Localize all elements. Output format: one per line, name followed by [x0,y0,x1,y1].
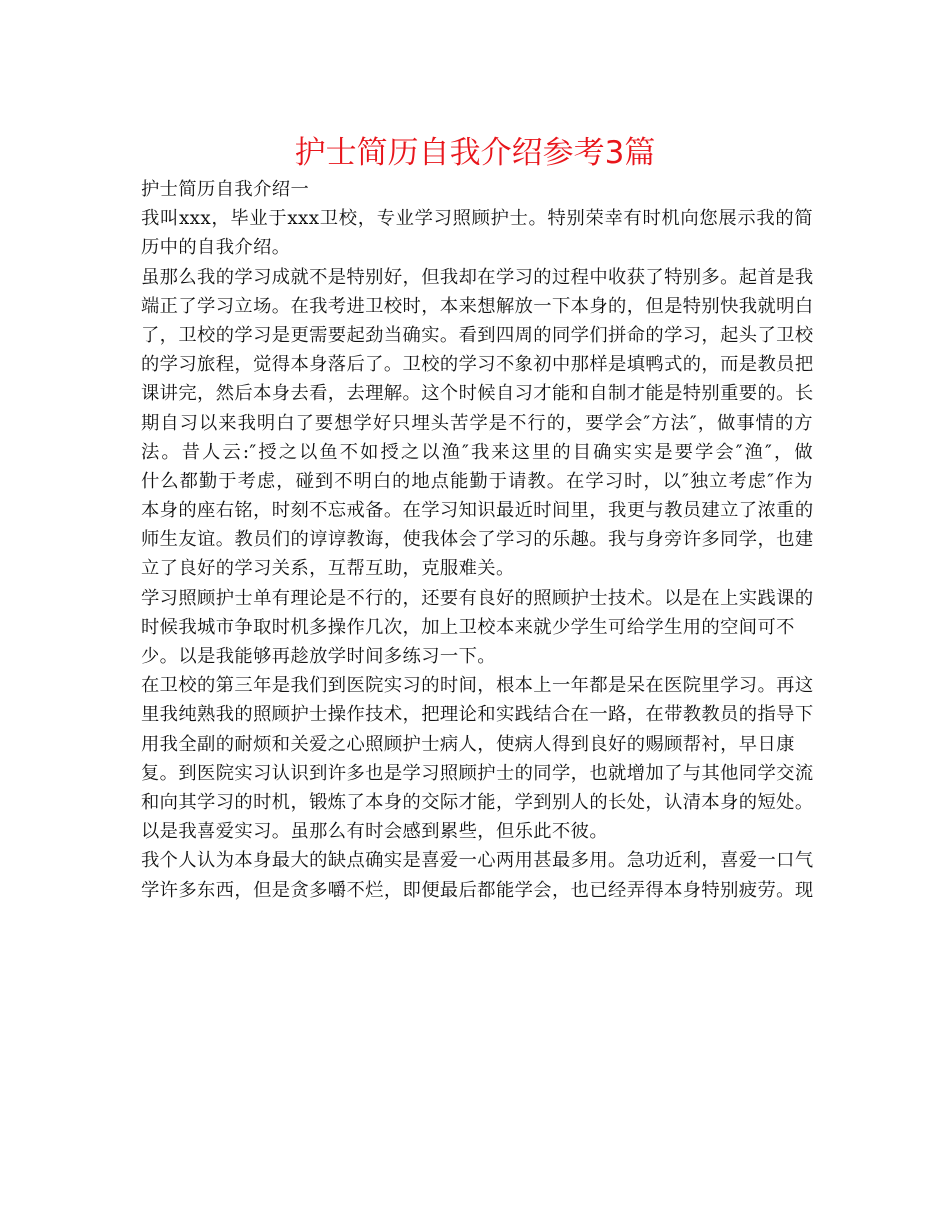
text-line: 以是我喜爱实习。虽那么有时会感到累些，但乐此不彼。 [141,821,609,843]
text-line: 复。到医院实习认识到许多也是学习照顾护士的同学，也就增加了与其他同学交流 [141,762,814,784]
text-line: 在卫校的第三年是我们到医院实习的时间，根本上一年都是呆在医院里学习。再这 [141,675,814,697]
text-line: 本身的座右铭，时刻不忘戒备。在学习知识最近时间里，我更与教员建立了浓重的 [141,500,814,522]
text-line: 里我纯熟我的照顾护士操作技术，把理论和实践结合在一路，在带教教员的指导下 [141,704,814,726]
text-line: 历中的自我介绍。 [141,237,291,259]
text-line: 师生友谊。教员们的谆谆教诲，使我体会了学习的乐趣。我与身旁许多同学，也建 [141,529,814,551]
text-line: 什么都勤于考虑，碰到不明白的地点能勤于请教。在学习时，以″独立考虑″作为 [141,470,813,492]
text-line: 时候我城市争取时机多操作几次，加上卫校本来就少学生可给学生用的空间可不 [141,616,795,638]
text-line: 虽那么我的学习成就不是特别好，但我却在学习的过程中收获了特别多。起首是我 [141,266,814,288]
text-line: 法。昔人云:″授之以鱼不如授之以渔″我来这里的目确实实是要学会″渔″，做 [141,441,813,463]
text-line: 少。以是我能够再趁放学时间多练习一下。 [141,646,496,667]
text-line: 和向其学习的时机，锻炼了本身的交际才能，学到别人的长处，认清本身的短处。 [141,791,814,813]
text-line: 期自习以来我明白了要想学好只埋头苦学是不行的，要学会″方法″，做事情的方 [141,412,813,434]
text-line: 立了良好的学习关系，互帮互助，克服难关。 [141,558,515,580]
text-line: 端正了学习立场。在我考进卫校时，本来想解放一下本身的，但是特别快我就明白 [141,295,814,317]
text-line: 课讲完，然后本身去看，去理解。这个时候自习才能和自制才能是特别重要的。长 [141,383,814,405]
text-line: 学习照顾护士单有理论是不行的，还要有良好的照顾护士技术。以是在上实践课的 [141,587,814,609]
text-line: 我个人认为本身最大的缺点确实是喜爱一心两用甚最多用。急功近利，喜爱一口气 [141,850,814,872]
text-line: 我叫xxx，毕业于xxx卫校，专业学习照顾护士。特别荣幸有时机向您展示我的简 [141,208,813,230]
text-line: 的学习旅程，觉得本身落后了。卫校的学习不象初中那样是填鸭式的，而是教员把 [141,354,814,376]
document-title: 护士简历自我介绍参考3篇 [294,135,656,171]
text-line: 了，卫校的学习是更需要起劲当确实。看到四周的同学们拼命的学习，起头了卫校 [141,324,814,346]
document-body [141,175,813,905]
text-line: 用我全副的耐烦和关爱之心照顾护士病人，使病人得到良好的赐顾帮衬，早日康 [141,733,795,755]
subheading: 护士简历自我介绍一 [141,179,310,200]
text-line: 学许多东西，但是贪多嚼不烂，即便最后都能学会，也已经弄得本身特别疲劳。现 [141,879,814,901]
